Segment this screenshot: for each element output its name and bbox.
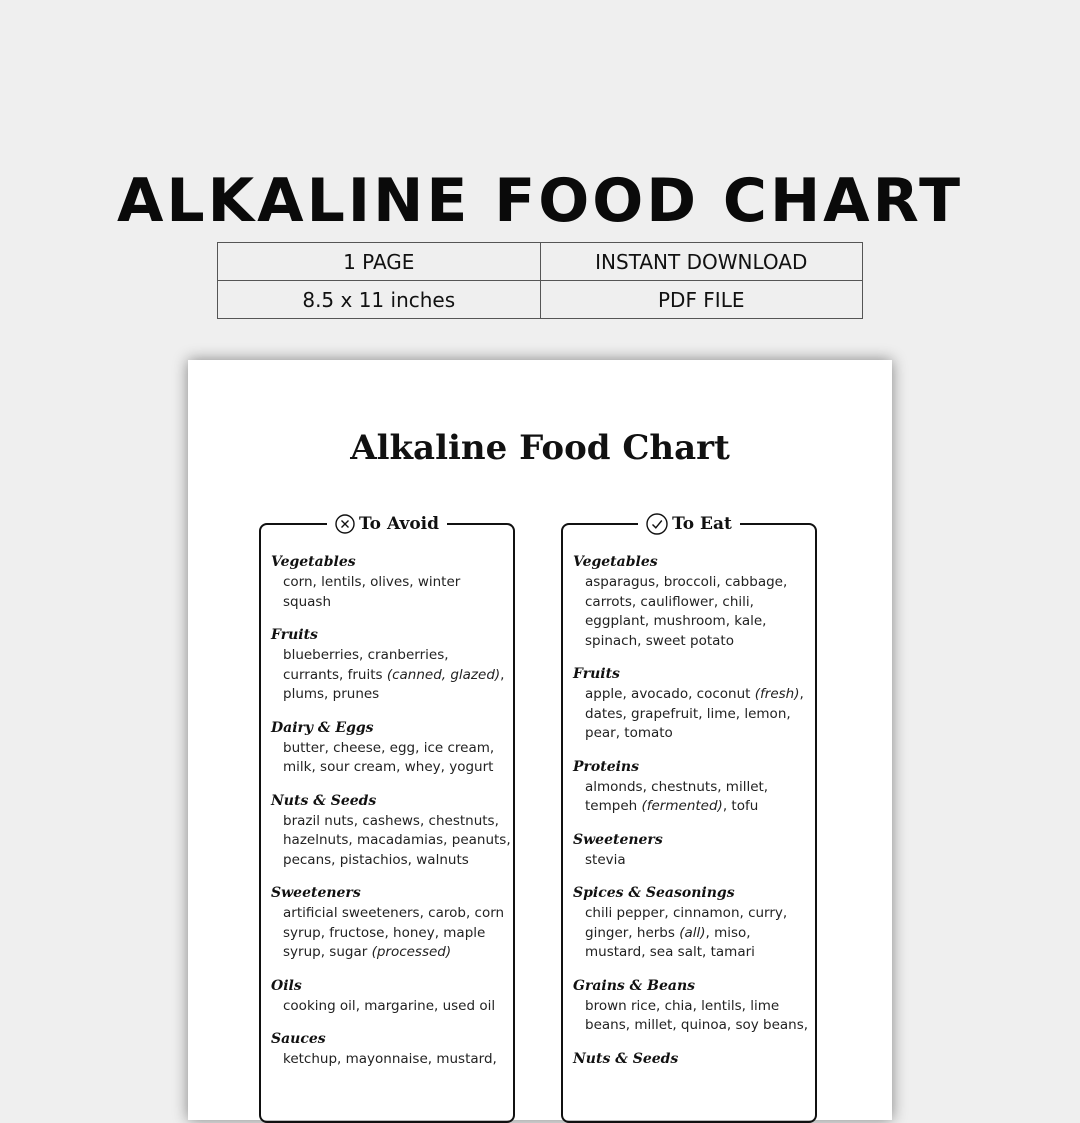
to-avoid-label: To Avoid: [358, 514, 440, 534]
category-heading: Vegetables: [271, 554, 356, 570]
category-items: cooking oil, margarine, used oil: [283, 997, 496, 1014]
to-avoid-header: [261, 511, 513, 537]
spec-download: INSTANT DOWNLOAD: [540, 243, 863, 281]
to-avoid-column: [259, 514, 515, 1123]
category-heading: Grains & Beans: [573, 977, 696, 994]
category-items: chili pepper, cinnamon, curry, ginger, herbs (all), miso, mustard, sea salt, tamari: [585, 905, 788, 960]
spec-row: [218, 281, 863, 319]
category-heading: Dairy & Eggs: [271, 719, 374, 736]
spec-table: [217, 242, 863, 319]
category-heading: Fruits: [271, 627, 318, 643]
to-eat-column: [561, 514, 817, 1123]
spec-format: PDF FILE: [540, 281, 863, 319]
to-avoid-list: [271, 551, 511, 1082]
category-heading: Sweeteners: [573, 831, 663, 848]
category-heading: Sweeteners: [271, 885, 361, 901]
banner-title: ALKALINE FOOD CHART: [116, 166, 964, 236]
category-items: corn, lentils, olives, winter squash: [283, 574, 461, 610]
category-heading: Proteins: [573, 758, 639, 775]
category-items: apple, avocado, coconut (fresh), dates, grapefruit, lime, lemon, pear, tomato: [585, 686, 804, 741]
x-circle-icon: [335, 514, 355, 534]
category-heading: Spices & Seasonings: [573, 885, 735, 901]
category-heading: Vegetables: [573, 554, 658, 570]
check-circle-icon: [646, 513, 668, 535]
category-heading: Sauces: [271, 1031, 326, 1047]
category-items: brazil nuts, cashews, chestnuts, hazelnuts, macadamias, peanuts, pecans, pistachios, walnuts: [283, 812, 511, 868]
sheet-title: Alkaline Food Chart: [350, 428, 730, 468]
to-eat-label: To Eat: [672, 514, 732, 534]
category-items: blueberries, cranberries, currants, fruits (canned, glazed), plums, prunes: [283, 647, 505, 702]
category-items: ketchup, mayonnaise, mustard,: [283, 1051, 497, 1067]
category-items: artificial sweeteners, carob, corn syrup, fructose, honey, maple syrup, sugar (processed): [283, 905, 505, 960]
spec-row: [218, 243, 863, 281]
to-eat-header: [563, 511, 815, 537]
category-heading: Oils: [271, 977, 302, 994]
category-items: butter, cheese, egg, ice cream, milk, sour cream, whey, yogurt: [283, 739, 495, 775]
category-items: brown rice, chia, lentils, lime beans, millet, quinoa, soy beans,: [585, 997, 809, 1033]
to-eat-list: [573, 551, 813, 1070]
category-items: asparagus, broccoli, cabbage, carrots, cauliflower, chili, eggplant, mushroom, kale, spinach, sweet potato: [585, 574, 788, 649]
category-heading: Fruits: [573, 666, 620, 682]
spec-size: 8.5 x 11 inches: [218, 281, 541, 319]
spec-page-count: 1 PAGE: [218, 243, 541, 281]
category-heading: Nuts & Seeds: [573, 1050, 679, 1067]
category-items: almonds, chestnuts, millet, tempeh (fermented), tofu: [585, 778, 769, 814]
category-heading: Nuts & Seeds: [271, 792, 377, 809]
category-items: stevia: [585, 851, 626, 868]
